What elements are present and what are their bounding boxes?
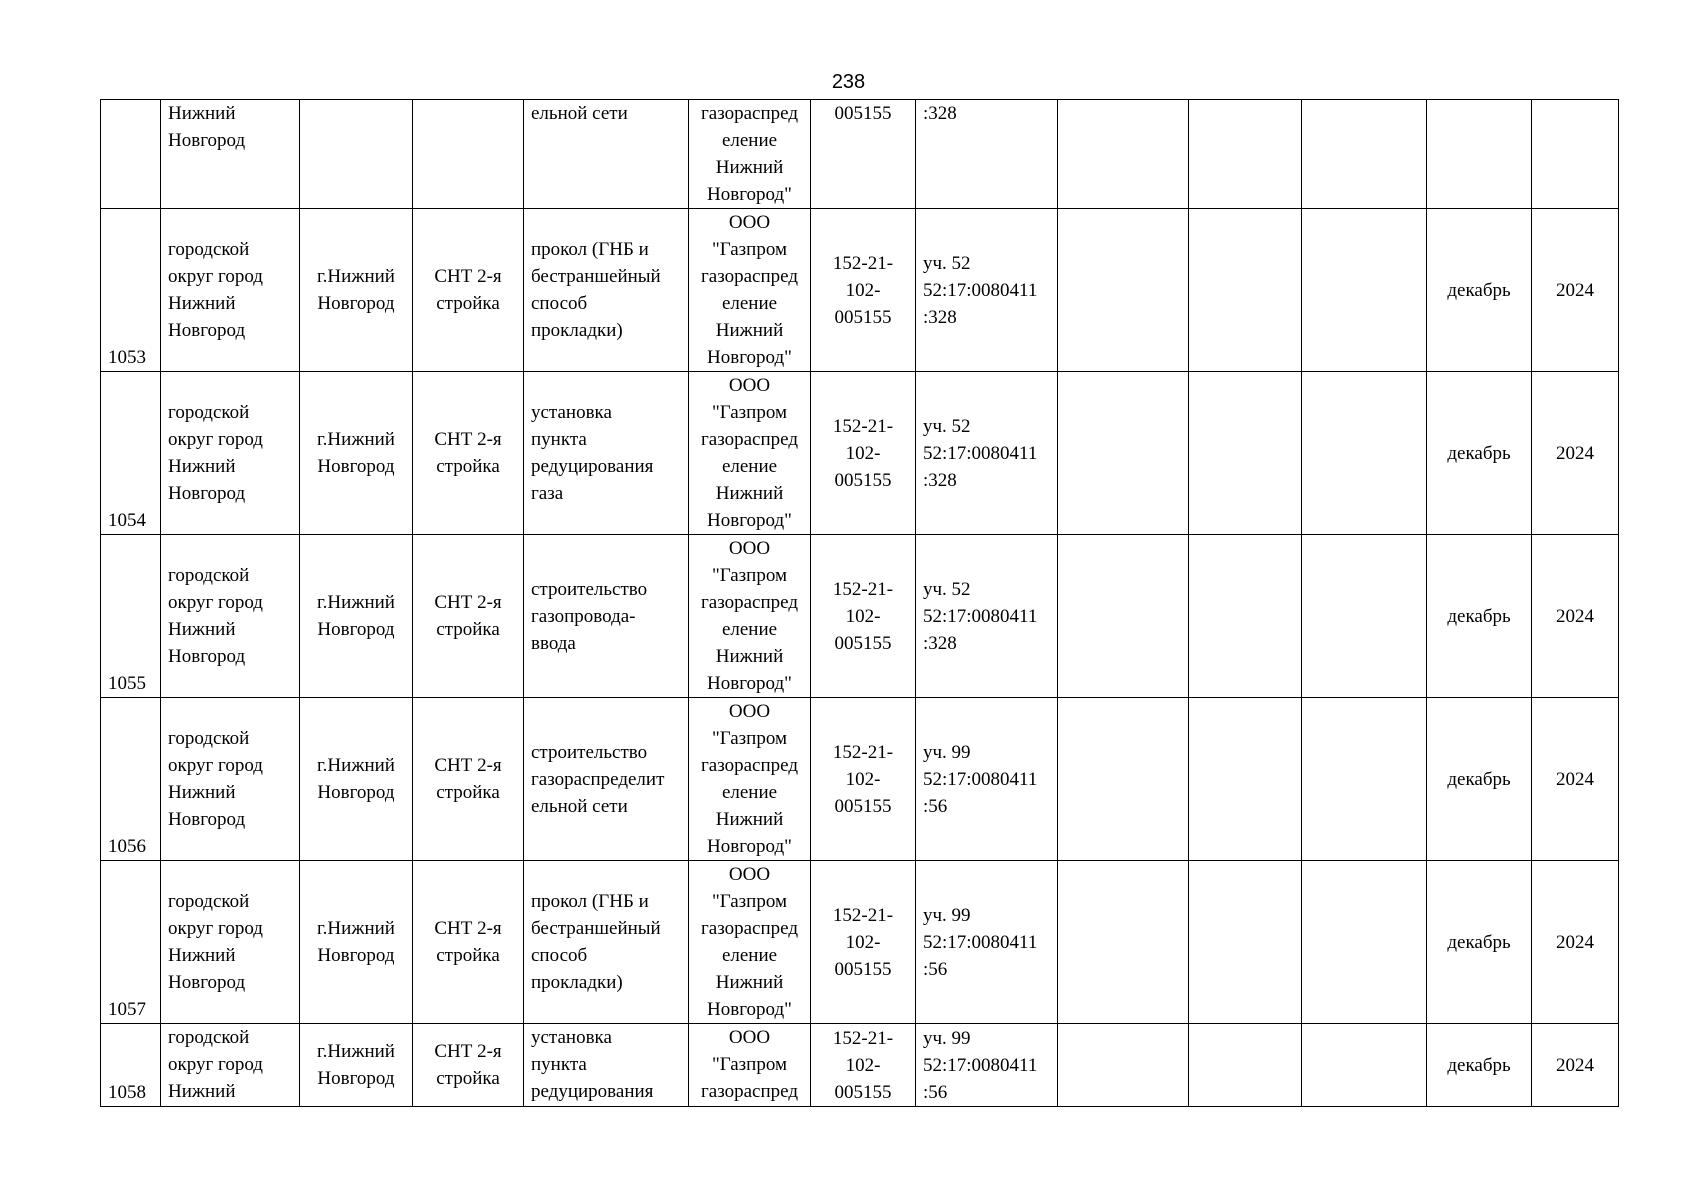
table-row [101,372,1619,535]
cell-year: 2024 [1532,535,1619,698]
table-row [101,535,1619,698]
cell-city [300,100,413,209]
table-body [101,100,1619,1107]
cell-work: прокол (ГНБ и бестраншейный способ прокладки) [524,209,689,372]
cell-cadastral: уч. 52 52:17:0080411 :328 [916,372,1058,535]
cell-empty [1302,1024,1427,1107]
cell-street: СНТ 2-я стройка [413,1024,524,1107]
cell-permit: 152-21- 102- 005155 [811,698,916,861]
cell-num: 1058 [101,1024,161,1107]
cell-district: городской округ город Нижний Новгород [161,535,300,698]
cell-city: г.Нижний Новгород [300,209,413,372]
cell-work: ельной сети [524,100,689,209]
cell-empty [1189,372,1302,535]
cell-street: СНТ 2-я стройка [413,209,524,372]
cell-empty [1189,1024,1302,1107]
table-row [101,1024,1619,1107]
cell-district: городской округ город Нижний Новгород [161,861,300,1024]
cell-month: декабрь [1427,535,1532,698]
cell-work: строительство газораспределит ельной сети [524,698,689,861]
cell-month: декабрь [1427,209,1532,372]
cell-permit: 152-21- 102- 005155 [811,372,916,535]
cell-empty [1189,209,1302,372]
cell-empty [1058,1024,1189,1107]
cell-cadastral: уч. 99 52:17:0080411 :56 [916,861,1058,1024]
cell-street: СНТ 2-я стройка [413,535,524,698]
cell-street: СНТ 2-я стройка [413,698,524,861]
cell-district: городской округ город Нижний Новгород [161,209,300,372]
cell-permit: 152-21- 102- 005155 [811,209,916,372]
cell-empty [1189,861,1302,1024]
cell-cadastral: :328 [916,100,1058,209]
cell-empty [1427,100,1532,209]
table-row [101,861,1619,1024]
cell-permit: 152-21- 102- 005155 [811,1024,916,1107]
cell-work: установка пункта редуцирования газа [524,372,689,535]
cell-cadastral: уч. 52 52:17:0080411 :328 [916,535,1058,698]
cell-district: городской округ город Нижний Новгород [161,372,300,535]
cell-permit: 005155 [811,100,916,209]
cell-district: Нижний Новгород [161,100,300,209]
cell-empty [1058,535,1189,698]
cell-empty [1058,372,1189,535]
cell-empty [1302,372,1427,535]
cell-num: 1054 [101,372,161,535]
cell-year: 2024 [1532,861,1619,1024]
cell-empty [1302,698,1427,861]
cell-empty [1302,100,1427,209]
cell-year: 2024 [1532,698,1619,861]
cell-num: 1057 [101,861,161,1024]
cell-permit: 152-21- 102- 005155 [811,535,916,698]
cell-month: декабрь [1427,1024,1532,1107]
cell-month: декабрь [1427,698,1532,861]
cell-empty [1058,861,1189,1024]
cell-empty [1302,861,1427,1024]
cell-org: ООО "Газпром газораспред [689,1024,811,1107]
cell-work: прокол (ГНБ и бестраншейный способ прокладки) [524,861,689,1024]
cell-num: 1056 [101,698,161,861]
cell-empty [1189,100,1302,209]
cell-empty [1302,209,1427,372]
cell-empty [1189,535,1302,698]
cell-district: городской округ город Нижний [161,1024,300,1107]
cell-empty [1302,535,1427,698]
page-number: 238 [831,71,866,93]
cell-city: г.Нижний Новгород [300,372,413,535]
cell-district: городской округ город Нижний Новгород [161,698,300,861]
cell-org: ООО "Газпром газораспред еление Нижний Новгород" [689,698,811,861]
cell-org: ООО "Газпром газораспред еление Нижний Новгород" [689,372,811,535]
cell-num: 1053 [101,209,161,372]
cell-permit: 152-21- 102- 005155 [811,861,916,1024]
cell-org: ООО "Газпром газораспред еление Нижний Новгород" [689,861,811,1024]
cell-cadastral: уч. 52 52:17:0080411 :328 [916,209,1058,372]
cell-city: г.Нижний Новгород [300,861,413,1024]
cell-num: 1055 [101,535,161,698]
cell-city: г.Нижний Новгород [300,1024,413,1107]
cell-empty [1189,698,1302,861]
cell-cadastral: уч. 99 52:17:0080411 :56 [916,698,1058,861]
cell-num [101,100,161,209]
cell-street: СНТ 2-я стройка [413,861,524,1024]
table-row [101,209,1619,372]
cell-street [413,100,524,209]
cell-year: 2024 [1532,372,1619,535]
cell-work: установка пункта редуцирования [524,1024,689,1107]
cell-org: ООО "Газпром газораспред еление Нижний Новгород" [689,209,811,372]
cell-empty [1058,698,1189,861]
cell-month: декабрь [1427,372,1532,535]
cell-org: ООО "Газпром газораспред еление Нижний Новгород" [689,535,811,698]
table-row-continuation [101,100,1619,209]
cell-empty [1058,100,1189,209]
cell-city: г.Нижний Новгород [300,698,413,861]
cell-year: 2024 [1532,209,1619,372]
cell-street: СНТ 2-я стройка [413,372,524,535]
cell-cadastral: уч. 99 52:17:0080411 :56 [916,1024,1058,1107]
cell-empty [1532,100,1619,209]
table-row [101,698,1619,861]
cell-month: декабрь [1427,861,1532,1024]
cell-empty [1058,209,1189,372]
cell-org: газораспред еление Нижний Новгород" [689,100,811,209]
works-table [100,99,1619,1107]
cell-city: г.Нижний Новгород [300,535,413,698]
cell-year: 2024 [1532,1024,1619,1107]
cell-work: строительство газопровода- ввода [524,535,689,698]
